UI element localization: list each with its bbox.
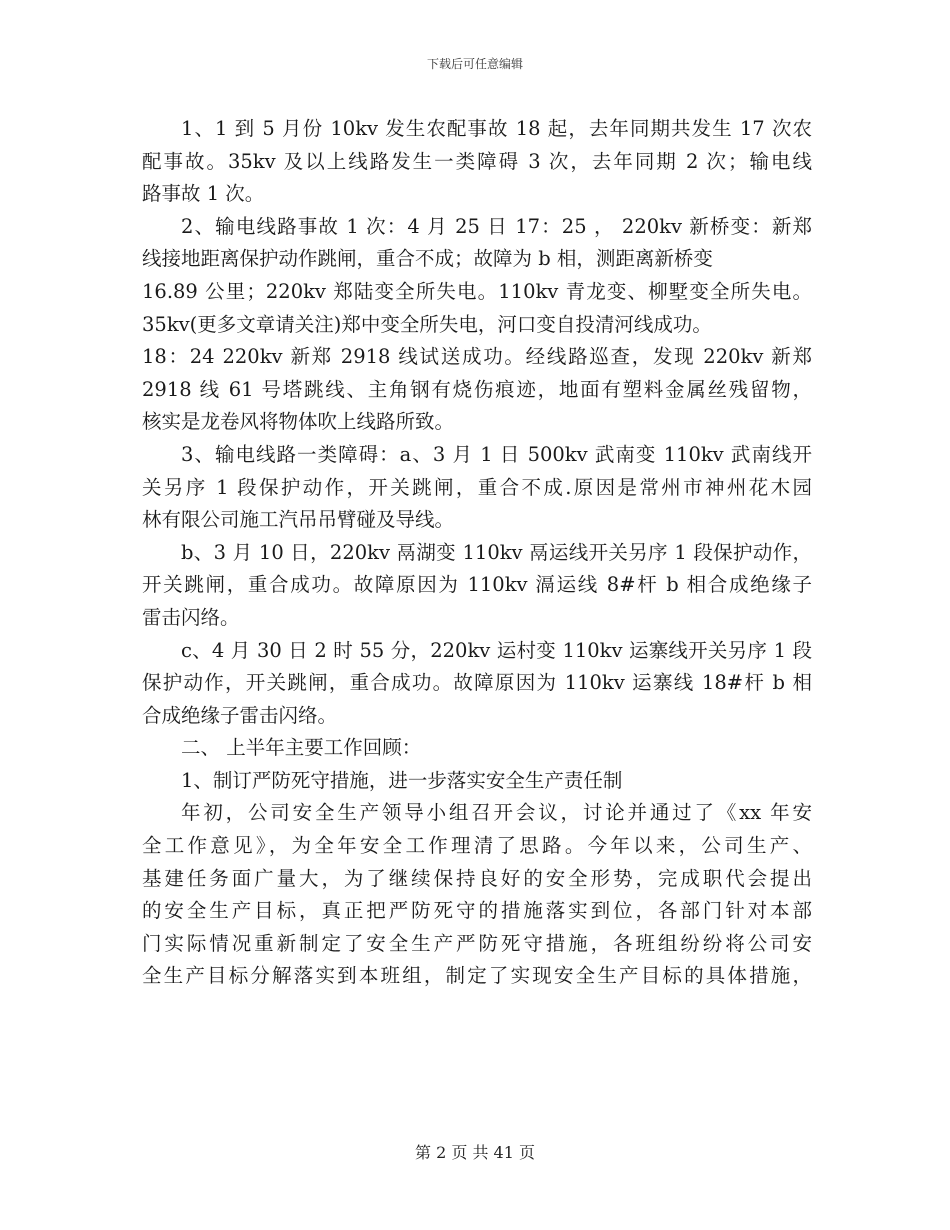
text-line: 开关跳闸，重合成功。故障原因为 110kv 滆运线 8#杆 b 相合成绝缘子 [142, 573, 812, 597]
text-line: 全工作意见》，为全年安全工作理清了思路。今年以来，公司生产、 [142, 834, 812, 858]
text-line: 2918 线 61 号塔跳线、主角钢有烧伤痕迹，地面有塑料金属丝残留物， [142, 377, 812, 401]
page-number: 第 2 页 共 41 页 [415, 1143, 535, 1162]
text-line: 18：24 220kv 新郑 2918 线试送成功。经线路巡查，发现 220kv 新郑 [142, 345, 812, 369]
text-line: 雷击闪络。 [142, 605, 240, 629]
text-line: 关另序 1 段保护动作，开关跳闸，重合不成.原因是常州市神州花木园 [142, 475, 812, 499]
text-line: 年初，公司安全生产领导小组召开会议，讨论并通过了《xx 年安 [181, 801, 812, 825]
text-line: b、3 月 10 日，220kv 鬲湖变 110kv 鬲运线开关另序 1 段保护动作， [181, 540, 812, 564]
text-line: c、4 月 30 日 2 时 55 分，220kv 运村变 110kv 运寨线开关另序 1 段 [181, 638, 812, 662]
text-line: 门实际情况重新制定了安全生产严防死守措施，各班组纷纷将公司安 [142, 931, 812, 955]
document-body [142, 113, 812, 993]
text-line: 配事故。35kv 及以上线路发生一类障碍 3 次，去年同期 2 次；输电线 [142, 149, 812, 173]
text-line: 的安全生产目标，真正把严防死守的措施落实到位，各部门针对本部 [142, 899, 812, 923]
text-line: 保护动作，开关跳闸，重合成功。故障原因为 110kv 运寨线 18#杆 b 相 [142, 671, 812, 695]
text-line: 二、 上半年主要工作回顾： [181, 736, 422, 760]
text-line: 合成绝缘子雷击闪络。 [142, 703, 338, 727]
text-line: 核实是龙卷风将物体吹上线路所致。 [142, 410, 455, 434]
page-header: 下载后可任意编辑 [426, 57, 523, 71]
text-line: 16.89 公里；220kv 郑陆变全所失电。110kv 青龙变、柳墅变全所失电。 [142, 279, 812, 303]
text-line: 路事故 1 次。 [142, 182, 265, 206]
text-line: 林有限公司施工汽吊吊臂碰及导线。 [142, 508, 455, 532]
text-line: 1、制订严防死守措施，进一步落实安全生产责任制 [181, 768, 623, 792]
text-line: 线接地距离保护动作跳闸，重合不成；故障为 b 相，测距离新桥变 [142, 247, 713, 271]
text-line: 35kv(更多文章请关注)郑中变全所失电，河口变自投清河线成功。 [142, 312, 712, 336]
text-line: 3、输电线路一类障碍：a、3 月 1 日 500kv 武南变 110kv 武南线开 [181, 442, 812, 466]
text-line: 1、1 到 5 月份 10kv 发生农配事故 18 起，去年同期共发生 17 次农 [181, 117, 812, 140]
text-line: 基建任务面广量大，为了继续保持良好的安全形势，完成职代会提出 [142, 866, 812, 890]
text-line: 2、输电线路事故 1 次：4 月 25 日 17：25 ， 220kv 新桥变：新郑 [181, 214, 812, 238]
text-line: 全生产目标分解落实到本班组，制定了实现安全生产目标的具体措施， [142, 964, 812, 988]
